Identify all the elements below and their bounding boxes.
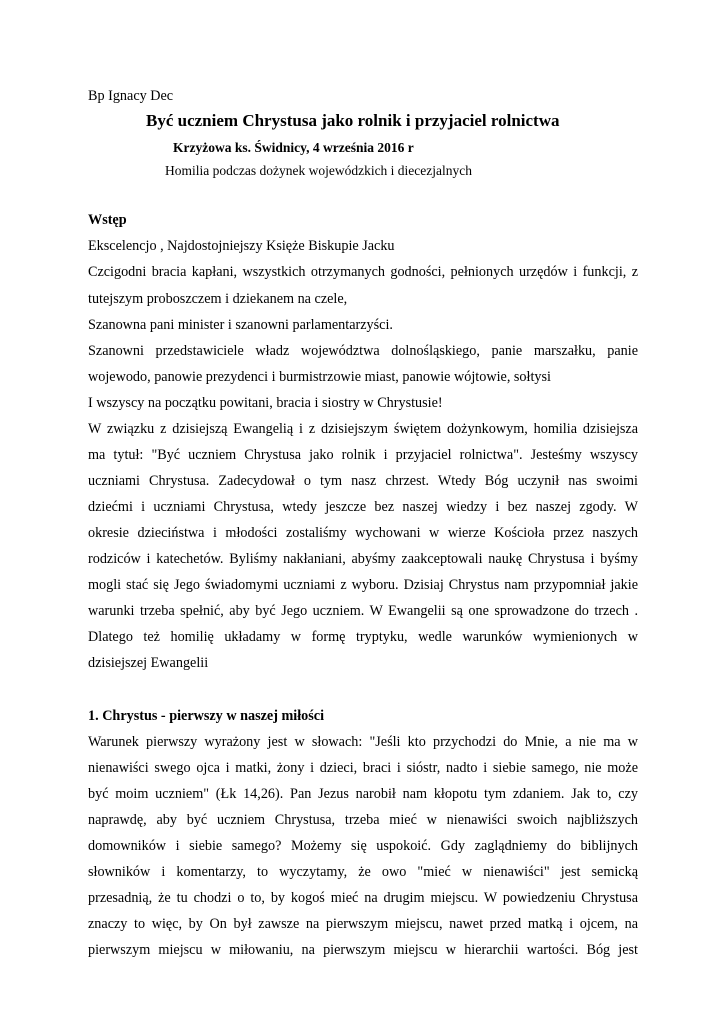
paragraph-line: Dlatego też homilię układamy w formę tryptyku, wedle warunków wymienionych w	[88, 629, 638, 645]
paragraph-line: naprawdę, aby być uczniem Chrystusa, trzeba mieć w nienawiści swoich najbliższych	[88, 812, 638, 828]
section-heading: 1. Chrystus - pierwszy w naszej miłości	[88, 708, 325, 724]
paragraph-line: dzisiejszej Ewangelii	[88, 655, 209, 671]
subtitle: Homilia podczas dożynek wojewódzkich i diecezjalnych	[165, 163, 473, 178]
paragraph-line: Szanowni przedstawiciele władz województwa dolnośląskiego, panie marszałku, panie	[88, 343, 638, 359]
paragraph-line: tutejszym proboszczem i dziekanem na czele,	[88, 291, 348, 307]
paragraph-line: Czcigodni bracia kapłani, wszystkich otrzymanych godności, pełnionych urzędów i funkcji, z	[88, 264, 638, 280]
paragraph-line: słowników i komentarzy, to wyczytamy, że owo "mieć w nienawiści" jest semicką	[88, 864, 638, 880]
paragraph-line: warunki trzeba spełnić, aby być Jego uczniem. W Ewangelii są one sprowadzone do trzech .	[88, 603, 638, 619]
place-date: Krzyżowa ks. Świdnicy, 4 września 2016 r	[173, 140, 414, 155]
paragraph-line: ma tytuł: "Być uczniem Chrystusa jako rolnik i przyjaciel rolnictwa". Jesteśmy wszyscy	[88, 447, 638, 463]
paragraph-line: Warunek pierwszy wyrażony jest w słowach: "Jeśli kto przychodzi do Mnie, a nie ma w	[88, 734, 638, 750]
paragraph-line: Szanowna pani minister i szanowni parlamentarzyści.	[88, 317, 393, 333]
paragraph-line: dziećmi i uczniami Chrystusa, wtedy jeszcze bez naszej wiedzy i bez naszej zgody. W	[88, 499, 638, 515]
author: Bp Ignacy Dec	[88, 88, 174, 104]
paragraph-line: uczniami Chrystusa. Zadecydował o tym nasz chrzest. Wtedy Bóg uczynił nas swoimi	[88, 473, 638, 489]
paragraph-line: W związku z dzisiejszą Ewangelią i z dzisiejszym świętem dożynkowym, homilia dzisiejsza	[88, 421, 638, 437]
document-title: Być uczniem Chrystusa jako rolnik i przyjaciel rolnictwa	[146, 111, 560, 130]
paragraph-line: być moim uczniem" (Łk 14,26). Pan Jezus narobił nam kłopotu tym zdaniem. Jak to, czy	[88, 786, 638, 802]
intro-heading: Wstęp	[88, 212, 127, 228]
paragraph-line: pierwszym miejscu w miłowaniu, na pierwszym miejscu w hierarchii wartości. Bóg jest	[88, 942, 638, 958]
paragraph-line: domowników i siebie samego? Możemy się uspokoić. Gdy zaglądniemy do biblijnych	[88, 838, 638, 854]
paragraph-line: znaczy to więc, by On był zawsze na pierwszym miejscu, nawet przed matką i ojcem, na	[88, 916, 638, 932]
paragraph-line: rodziców i katechetów. Byliśmy nakłaniani, abyśmy zaakceptowali naukę Chrystusa i byśmy	[88, 551, 638, 567]
paragraph-line: nienawiści swego ojca i matki, żony i dzieci, braci i sióstr, nadto i siebie samego, nie może	[88, 760, 638, 776]
paragraph-line: Ekscelencjo , Najdostojniejszy Księże Biskupie Jacku	[88, 238, 395, 254]
paragraph-line: mogli stać się Jego świadomymi uczniami z wyboru. Dzisiaj Chrystus nam przypomniał jakie	[88, 577, 638, 593]
paragraph-line: przesadnią, że tu chodzi o to, by kogoś mieć na drugim miejscu. W powiedzeniu Chrystusa	[88, 890, 638, 906]
paragraph-line: wojewodo, panowie prezydenci i burmistrzowie miast, panowie wójtowie, sołtysi	[88, 369, 551, 385]
paragraph-line: I wszyscy na początku powitani, bracia i siostry w Chrystusie!	[88, 395, 443, 411]
paragraph-line: okresie dzieciństwa i młodości zostaliśmy wychowani w wierze Kościoła przez naszych	[88, 525, 638, 541]
